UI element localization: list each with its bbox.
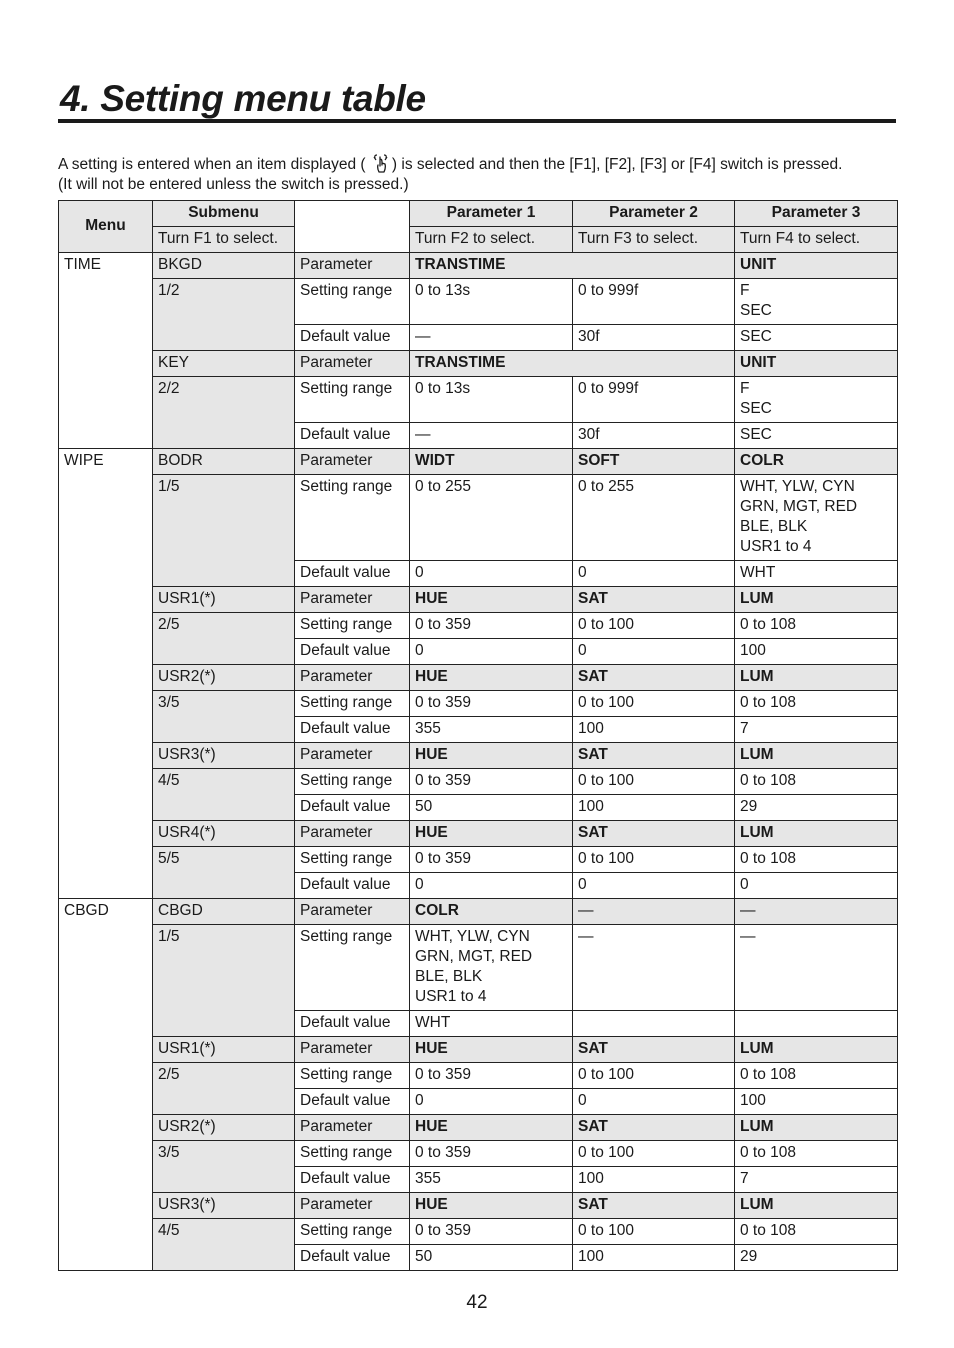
table-row [59, 587, 898, 613]
submenu-name: BKGD [153, 253, 295, 279]
title-rule [58, 119, 896, 123]
range-1: 0 to 359 [410, 691, 573, 717]
parameter-1: HUE [410, 665, 573, 691]
submenu-page: 5/5 [153, 847, 295, 899]
submenu-name: USR4(*) [153, 821, 295, 847]
table-row [59, 1219, 898, 1245]
range-3: 0 to 108 [735, 613, 898, 639]
table-row [59, 613, 898, 639]
range-1: 0 to 359 [410, 613, 573, 639]
table-row [59, 769, 898, 795]
parameter-2: SAT [573, 1193, 735, 1219]
parameter-2: SAT [573, 821, 735, 847]
range-2: 0 to 100 [573, 1219, 735, 1245]
parameter-label: Parameter [295, 821, 410, 847]
submenu-page: 1/2 [153, 279, 295, 351]
parameter-2: SAT [573, 1037, 735, 1063]
table-row [59, 1141, 898, 1167]
submenu-page: 3/5 [153, 1141, 295, 1193]
parameter-3: LUM [735, 665, 898, 691]
submenu-page: 2/2 [153, 377, 295, 449]
default-value-label: Default value [295, 1167, 410, 1193]
range-3: — [735, 925, 898, 1011]
default-2: 100 [573, 1245, 735, 1271]
parameter-3: — [735, 899, 898, 925]
default-3: 100 [735, 1089, 898, 1115]
header-submenu: Submenu [153, 201, 295, 227]
header-turn-f4: Turn F4 to select. [735, 227, 898, 253]
parameter-label: Parameter [295, 587, 410, 613]
parameter-2: SAT [573, 743, 735, 769]
default-2: 100 [573, 795, 735, 821]
range-3: 0 to 108 [735, 1141, 898, 1167]
parameter-label: Parameter [295, 351, 410, 377]
parameter-3: COLR [735, 449, 898, 475]
default-3 [735, 1011, 898, 1037]
table-row [59, 743, 898, 769]
parameter-1: HUE [410, 821, 573, 847]
parameter-1: COLR [410, 899, 573, 925]
intro-line-1 [58, 154, 908, 175]
range-2: 0 to 100 [573, 769, 735, 795]
table-row [59, 475, 898, 561]
parameter-1: HUE [410, 743, 573, 769]
page-title: 4. Setting menu table [60, 78, 426, 119]
parameter-1: HUE [410, 587, 573, 613]
parameter-2: — [573, 899, 735, 925]
setting-range-label: Setting range [295, 475, 410, 561]
range-2: — [573, 925, 735, 1011]
submenu-page: 3/5 [153, 691, 295, 743]
default-3: SEC [735, 325, 898, 351]
parameter-2: SAT [573, 587, 735, 613]
default-3: 7 [735, 717, 898, 743]
range-1 [410, 925, 573, 1011]
range-2: 0 to 100 [573, 1141, 735, 1167]
range-2: 0 to 100 [573, 1063, 735, 1089]
submenu-name: USR3(*) [153, 1193, 295, 1219]
default-3: WHT [735, 561, 898, 587]
header-turn-f1: Turn F1 to select. [153, 227, 295, 253]
range-line: USR1 to 4 [740, 538, 812, 555]
parameter-1: WIDT [410, 449, 573, 475]
intro-text [58, 154, 908, 195]
parameter-1-2: TRANSTIME [410, 253, 735, 279]
range-3 [735, 377, 898, 423]
parameter-1: HUE [410, 1037, 573, 1063]
range-line: BLE, BLK [740, 518, 808, 535]
range-2: 0 to 100 [573, 613, 735, 639]
parameter-1-2: TRANSTIME [410, 351, 735, 377]
submenu-name: USR1(*) [153, 587, 295, 613]
default-1: 50 [410, 795, 573, 821]
default-2: 0 [573, 561, 735, 587]
range-line: WHT, YLW, CYN [740, 478, 855, 495]
parameter-1: HUE [410, 1193, 573, 1219]
intro-line-2: (It will not be entered unless the switch is pressed.) [58, 176, 409, 193]
submenu-page: 2/5 [153, 613, 295, 665]
submenu-name: BODR [153, 449, 295, 475]
default-2: 100 [573, 717, 735, 743]
range-3 [735, 475, 898, 561]
touch-hand-icon [372, 154, 390, 174]
default-3: 29 [735, 1245, 898, 1271]
table-row [59, 821, 898, 847]
default-1: 50 [410, 1245, 573, 1271]
submenu-page: 2/5 [153, 1063, 295, 1115]
parameter-2: SAT [573, 1115, 735, 1141]
table-row [59, 1193, 898, 1219]
default-1: 0 [410, 1089, 573, 1115]
range-2: 0 to 999f [573, 279, 735, 325]
parameter-label: Parameter [295, 253, 410, 279]
default-value-label: Default value [295, 1011, 410, 1037]
setting-range-label: Setting range [295, 769, 410, 795]
header-parameter-3: Parameter 3 [735, 201, 898, 227]
range-3: 0 to 108 [735, 769, 898, 795]
header-row [59, 201, 898, 227]
range-2: 0 to 999f [573, 377, 735, 423]
default-1: 355 [410, 717, 573, 743]
default-value-label: Default value [295, 639, 410, 665]
range-3: 0 to 108 [735, 847, 898, 873]
parameter-3: LUM [735, 1115, 898, 1141]
setting-range-label: Setting range [295, 377, 410, 423]
range-3: 0 to 108 [735, 1219, 898, 1245]
range-line: F [740, 282, 750, 299]
range-line: GRN, MGT, RED [415, 948, 533, 965]
parameter-label: Parameter [295, 899, 410, 925]
default-2: 0 [573, 639, 735, 665]
setting-range-label: Setting range [295, 847, 410, 873]
table-row [59, 279, 898, 325]
default-1: 0 [410, 873, 573, 899]
header-parameter-1: Parameter 1 [410, 201, 573, 227]
setting-menu-table [58, 200, 898, 1271]
parameter-3: LUM [735, 1193, 898, 1219]
default-2: 0 [573, 1089, 735, 1115]
default-1: 0 [410, 639, 573, 665]
setting-range-label: Setting range [295, 691, 410, 717]
default-1: — [410, 325, 573, 351]
default-value-label: Default value [295, 423, 410, 449]
setting-range-label: Setting range [295, 613, 410, 639]
default-3: 7 [735, 1167, 898, 1193]
table-row [59, 449, 898, 475]
submenu-page: 1/5 [153, 925, 295, 1037]
header-turn-f3: Turn F3 to select. [573, 227, 735, 253]
parameter-3: UNIT [735, 351, 898, 377]
default-value-label: Default value [295, 873, 410, 899]
parameter-3: UNIT [735, 253, 898, 279]
setting-range-label: Setting range [295, 1141, 410, 1167]
default-1: 355 [410, 1167, 573, 1193]
range-line: GRN, MGT, RED [740, 498, 858, 515]
default-2 [573, 1011, 735, 1037]
range-1: 0 to 359 [410, 769, 573, 795]
table-row [59, 377, 898, 423]
table-row [59, 691, 898, 717]
default-1: — [410, 423, 573, 449]
header-row-2 [59, 227, 898, 253]
range-1: 0 to 359 [410, 1063, 573, 1089]
parameter-label: Parameter [295, 449, 410, 475]
parameter-2: SOFT [573, 449, 735, 475]
submenu-name: CBGD [153, 899, 295, 925]
range-line: SEC [740, 302, 772, 319]
default-value-label: Default value [295, 561, 410, 587]
table-row [59, 665, 898, 691]
range-1: 0 to 13s [410, 377, 573, 423]
range-1: 0 to 359 [410, 1219, 573, 1245]
header-blank [295, 201, 410, 253]
range-2: 0 to 100 [573, 847, 735, 873]
parameter-label: Parameter [295, 665, 410, 691]
header-menu: Menu [59, 201, 153, 253]
default-1: 0 [410, 561, 573, 587]
table-row [59, 253, 898, 279]
range-line: SEC [740, 400, 772, 417]
submenu-page: 4/5 [153, 769, 295, 821]
submenu-name: KEY [153, 351, 295, 377]
parameter-1: HUE [410, 1115, 573, 1141]
menu-time: TIME [59, 253, 153, 449]
submenu-name: USR1(*) [153, 1037, 295, 1063]
range-3 [735, 279, 898, 325]
default-3: 29 [735, 795, 898, 821]
parameter-label: Parameter [295, 743, 410, 769]
range-1: 0 to 359 [410, 1141, 573, 1167]
parameter-3: LUM [735, 1037, 898, 1063]
parameter-3: LUM [735, 821, 898, 847]
parameter-3: LUM [735, 743, 898, 769]
default-value-label: Default value [295, 717, 410, 743]
default-1: WHT [410, 1011, 573, 1037]
default-3: 0 [735, 873, 898, 899]
setting-range-label: Setting range [295, 925, 410, 1011]
header-parameter-2: Parameter 2 [573, 201, 735, 227]
menu-wipe: WIPE [59, 449, 153, 899]
parameter-label: Parameter [295, 1193, 410, 1219]
range-line: WHT, YLW, CYN [415, 928, 530, 945]
intro-line-1-start: A setting is entered when an item displayed ( [58, 156, 366, 173]
parameter-2: SAT [573, 665, 735, 691]
parameter-label: Parameter [295, 1037, 410, 1063]
submenu-name: USR2(*) [153, 1115, 295, 1141]
range-1: 0 to 13s [410, 279, 573, 325]
intro-line-1-end: ) is selected and then the [F1], [F2], [F3] or [F4] switch is pressed. [391, 156, 843, 173]
range-3: 0 to 108 [735, 1063, 898, 1089]
submenu-page: 1/5 [153, 475, 295, 587]
table-row [59, 925, 898, 1011]
default-value-label: Default value [295, 795, 410, 821]
parameter-3: LUM [735, 587, 898, 613]
table-row [59, 351, 898, 377]
range-line: F [740, 380, 750, 397]
parameter-label: Parameter [295, 1115, 410, 1141]
setting-range-label: Setting range [295, 279, 410, 325]
range-1: 0 to 255 [410, 475, 573, 561]
page-number: 42 [466, 1292, 488, 1313]
table-row [59, 1115, 898, 1141]
default-2: 30f [573, 423, 735, 449]
range-line: BLE, BLK [415, 968, 483, 985]
table-row [59, 1037, 898, 1063]
range-2: 0 to 255 [573, 475, 735, 561]
range-line: USR1 to 4 [415, 988, 487, 1005]
default-2: 0 [573, 873, 735, 899]
default-value-label: Default value [295, 1245, 410, 1271]
table-row [59, 1063, 898, 1089]
setting-range-label: Setting range [295, 1063, 410, 1089]
default-2: 100 [573, 1167, 735, 1193]
default-3: SEC [735, 423, 898, 449]
default-value-label: Default value [295, 325, 410, 351]
default-value-label: Default value [295, 1089, 410, 1115]
table-row [59, 847, 898, 873]
header-turn-f2: Turn F2 to select. [410, 227, 573, 253]
table-row [59, 899, 898, 925]
menu-cbgd: CBGD [59, 899, 153, 1271]
submenu-name: USR3(*) [153, 743, 295, 769]
submenu-page: 4/5 [153, 1219, 295, 1271]
setting-range-label: Setting range [295, 1219, 410, 1245]
range-1: 0 to 359 [410, 847, 573, 873]
default-2: 30f [573, 325, 735, 351]
default-3: 100 [735, 639, 898, 665]
submenu-name: USR2(*) [153, 665, 295, 691]
range-2: 0 to 100 [573, 691, 735, 717]
range-3: 0 to 108 [735, 691, 898, 717]
